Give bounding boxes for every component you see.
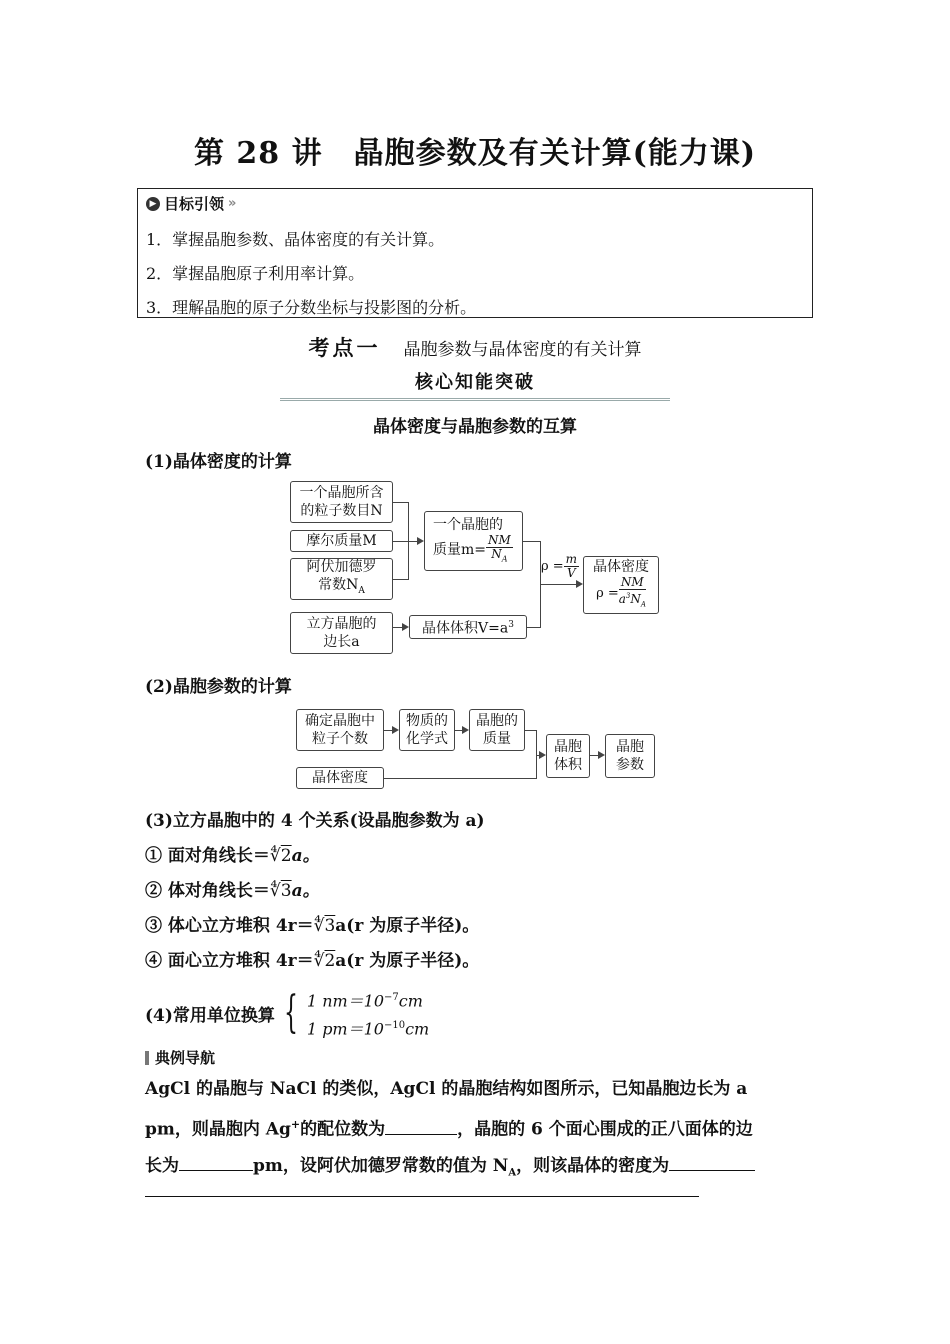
unit-conversion bbox=[145, 985, 429, 1042]
objective-item: 3．理解晶胞的原子分数坐标与投影图的分析。 bbox=[146, 298, 477, 317]
flow-text: 晶体体积V=a bbox=[422, 620, 509, 637]
conversion-unit: cm bbox=[398, 991, 423, 1011]
question-line: AgCl 的晶胞与 NaCl 的类似，AgCl 的晶胞结构如图所示，已知晶胞边长为 a bbox=[145, 1079, 748, 1099]
flow-text: 晶胞 bbox=[554, 739, 582, 755]
fraction-denominator: V bbox=[567, 566, 576, 580]
conversion-unit: cm bbox=[405, 1019, 430, 1039]
flow-formula-box bbox=[399, 709, 455, 751]
relation-item: ③ 体心立方堆积 4r＝∜3a(r 为原子半径)。 bbox=[145, 916, 480, 936]
fraction-subscript: A bbox=[501, 554, 508, 564]
fraction-numerator: m bbox=[565, 552, 578, 566]
fraction-numerator: NM bbox=[620, 575, 644, 590]
connector bbox=[525, 730, 536, 731]
radicand: 3 bbox=[324, 916, 336, 936]
relation-tail: a(r 为原子半径)。 bbox=[335, 916, 480, 936]
example-tag bbox=[145, 1047, 215, 1068]
radicand: 2 bbox=[324, 951, 336, 971]
flow-text: 参数 bbox=[616, 757, 644, 773]
question-text: pm，则晶胞内 Ag bbox=[145, 1119, 291, 1140]
conversion-text: 1 nm＝10 bbox=[306, 991, 385, 1011]
part1-heading: (1)晶体密度的计算 bbox=[145, 452, 292, 472]
relation-text: ③ 体心立方堆积 4r＝ bbox=[145, 916, 314, 936]
connector bbox=[455, 730, 462, 731]
question-subscript: A bbox=[508, 1167, 517, 1179]
arrow-icon bbox=[539, 751, 546, 759]
relation-tail: a。 bbox=[291, 881, 320, 901]
flow-text: 摩尔质量M bbox=[306, 533, 377, 549]
relation-tail: a。 bbox=[291, 846, 320, 866]
relation-item: ④ 面心立方堆积 4r＝∜2a(r 为原子半径)。 bbox=[145, 951, 480, 971]
rho-label: ρ = bbox=[541, 559, 564, 574]
play-icon: ▶ bbox=[146, 197, 160, 211]
answer-blank-line[interactable] bbox=[145, 1196, 699, 1197]
arrow-icon bbox=[462, 726, 469, 734]
flow-subscript: A bbox=[358, 585, 365, 596]
section-topic: 晶胞参数与晶体密度的有关计算 bbox=[403, 340, 642, 360]
flow-text: 边长a bbox=[323, 634, 360, 650]
brace-icon: { bbox=[283, 987, 298, 1039]
flow-text: 晶体密度 bbox=[593, 559, 649, 576]
fraction-denominator: a bbox=[618, 592, 626, 607]
question-text: 的配位数为 bbox=[300, 1119, 386, 1140]
question-text: ，则该晶体的密度为 bbox=[516, 1155, 670, 1176]
relation-text: ② 体对角线长＝ bbox=[145, 881, 270, 901]
answer-blank[interactable] bbox=[669, 1152, 755, 1171]
part2-heading: (2)晶胞参数的计算 bbox=[145, 677, 292, 697]
flow-text: 物质的 bbox=[406, 713, 448, 729]
flow-text: 一个晶胞的 bbox=[433, 517, 503, 534]
flow-cell-parameter-box bbox=[605, 734, 655, 778]
conversion-exponent: −7 bbox=[384, 992, 399, 1003]
relation-text: ④ 面心立方堆积 4r＝ bbox=[145, 951, 314, 971]
flow-crystal-density-box bbox=[296, 767, 384, 789]
banner-text: 核心知能突破 bbox=[415, 372, 535, 393]
example-question bbox=[145, 1071, 810, 1191]
answer-blank[interactable] bbox=[385, 1116, 457, 1135]
relation-item: ① 面对角线长＝∜2a。 bbox=[145, 846, 320, 866]
objectives-header-label: 目标引领 bbox=[164, 195, 225, 213]
flow-cell-mass-box bbox=[469, 709, 525, 751]
section-label: 考点一 bbox=[308, 336, 381, 360]
conversion-exponent: −10 bbox=[383, 1020, 406, 1032]
tag-bar bbox=[145, 1051, 149, 1065]
example-tag-label: 典例导航 bbox=[155, 1049, 216, 1067]
section-heading: 晶体密度与晶胞参数的互算 bbox=[373, 417, 577, 437]
flow-cell-volume-box bbox=[546, 734, 590, 778]
fraction-numerator: NM bbox=[488, 533, 511, 548]
fraction-subscript: A bbox=[640, 600, 646, 609]
flow-text: 质量m= bbox=[433, 541, 487, 558]
flow-text: 晶胞的 bbox=[476, 713, 518, 729]
flow-count-box bbox=[296, 709, 384, 751]
conversion-lines bbox=[307, 985, 429, 1042]
flow-text: 阿伏加德罗 bbox=[306, 559, 377, 576]
flow-text: 一个晶胞所含 bbox=[299, 485, 384, 501]
flow-text: 质量 bbox=[483, 731, 511, 747]
connector bbox=[384, 778, 536, 779]
flow-text: 晶胞 bbox=[616, 739, 644, 755]
radicand: 3 bbox=[280, 881, 292, 901]
radicand: 2 bbox=[280, 846, 292, 866]
objective-item: 1．掌握晶胞参数、晶体密度的有关计算。 bbox=[146, 230, 445, 249]
question-text: pm，设阿伏加德罗常数的值为 N bbox=[253, 1155, 509, 1176]
flow-text: 立方晶胞的 bbox=[306, 616, 377, 632]
part4-heading: (4)常用单位换算 bbox=[145, 1005, 275, 1026]
question-text: 长为 bbox=[145, 1155, 179, 1176]
arrow-icon bbox=[392, 726, 399, 734]
question-text: ，晶胞的 6 个面心围成的正八面体的边 bbox=[457, 1119, 753, 1140]
connector bbox=[590, 755, 598, 756]
density-lhs: ρ = bbox=[596, 585, 619, 601]
part3-heading: (3)立方晶胞中的 4 个关系(设晶胞参数为 a) bbox=[145, 811, 485, 831]
flow-text: 确定晶胞中 bbox=[305, 713, 375, 729]
answer-blank[interactable] bbox=[179, 1152, 253, 1171]
relation-item: ② 体对角线长＝∜3a。 bbox=[145, 881, 320, 901]
objective-item: 2．掌握晶胞原子利用率计算。 bbox=[146, 264, 365, 283]
flow-text: 化学式 bbox=[406, 731, 448, 747]
connector bbox=[384, 730, 392, 731]
page-title: 第 28 讲 晶胞参数及有关计算(能力课) bbox=[193, 136, 757, 171]
fraction-denominator-n: N bbox=[630, 592, 641, 607]
conversion-text: 1 pm＝10 bbox=[306, 1019, 384, 1039]
flow-text: 粒子个数 bbox=[312, 731, 368, 747]
relation-text: ① 面对角线长＝ bbox=[145, 846, 270, 866]
double-chevron-icon: » bbox=[228, 196, 234, 211]
relation-tail: a(r 为原子半径)。 bbox=[335, 951, 480, 971]
flow-text: 常数N bbox=[318, 577, 359, 594]
flow-superscript: 3 bbox=[508, 620, 514, 631]
flow-text: 的粒子数目N bbox=[300, 503, 383, 519]
fraction-denominator: N bbox=[491, 547, 502, 562]
arrow-icon bbox=[598, 751, 605, 759]
flow-text: 体积 bbox=[554, 757, 582, 773]
flow-text: 晶体密度 bbox=[312, 770, 368, 786]
fraction-superscript: 3 bbox=[625, 592, 631, 601]
question-superscript: + bbox=[290, 1118, 301, 1131]
